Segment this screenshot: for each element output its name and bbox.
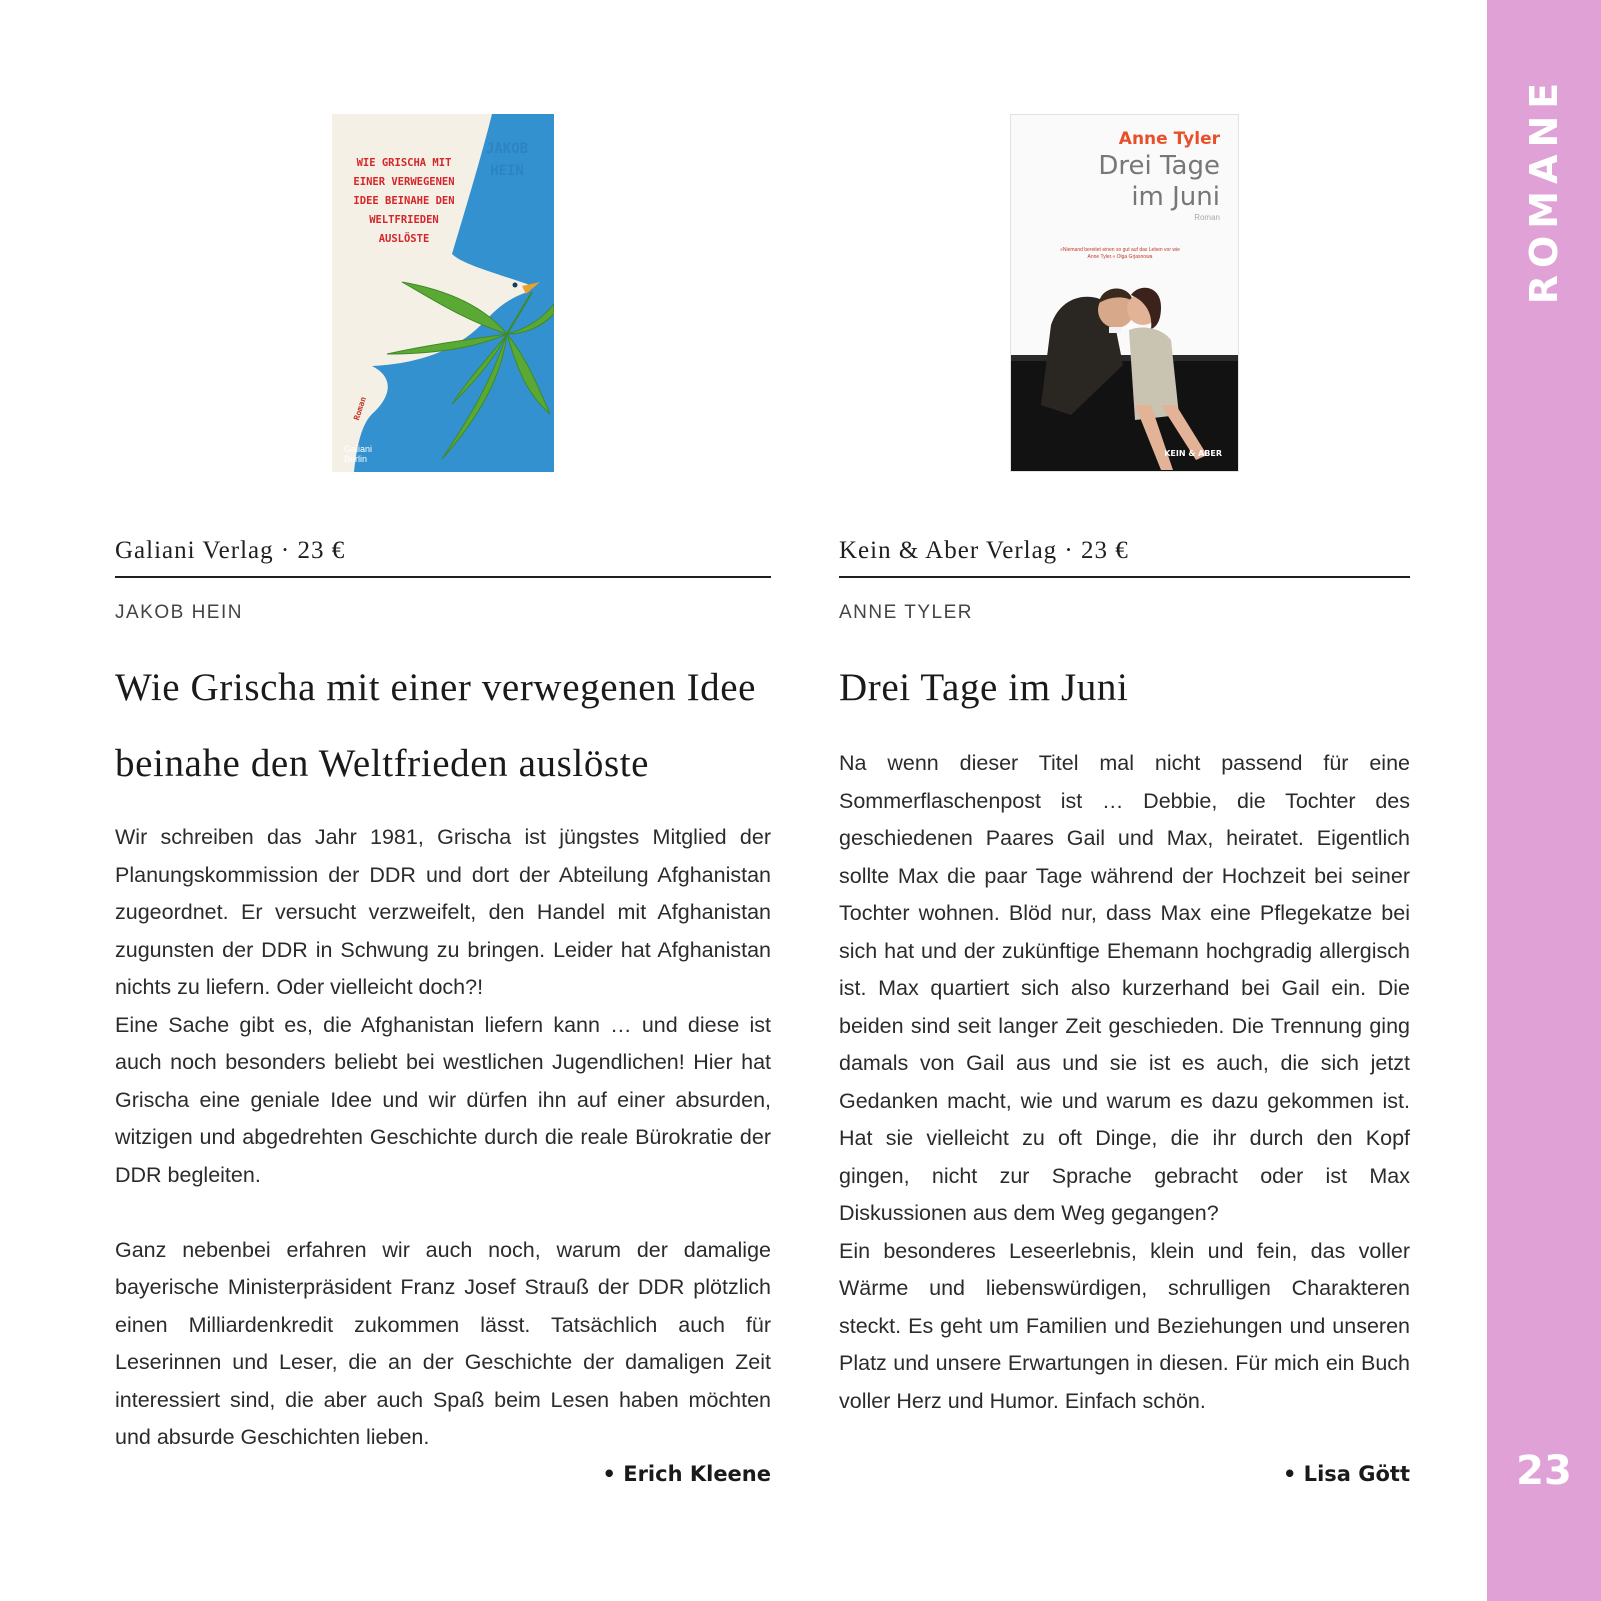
cover-publisher: Galiani Berlin — [344, 444, 373, 464]
cover-title: Drei Tage im Juni — [1098, 151, 1220, 212]
review-paragraph: Wir schreiben das Jahr 1981, Grischa ist jüngstes Mitglied der Planungskommission der DDR und dort der Abteilung Afghanistan zugeordnet. Er versucht verzweifelt, den Handel mit Afghanistan zugunsten der DDR in Schwung zu bringen. Leider hat Afghanistan nichts zu liefern. Oder vielleicht doch?! — [115, 825, 771, 999]
cover-genre: Roman — [1194, 213, 1220, 222]
book-author: JAKOB HEIN — [115, 602, 243, 623]
cover-author: Anne Tyler — [1118, 129, 1220, 149]
cover-title-text: WIE GRISCHA MIT EINER VERWEGENEN IDEE BEINAHE DEN WELTFRIEDEN AUSLÖSTE — [353, 157, 455, 245]
cover-publisher: KEIN & ABER — [1164, 449, 1222, 458]
review-paragraph: Eine Sache gibt es, die Afghanistan liefern kann … und diese ist auch noch besonders beliebt bei westlichen Jugendlichen! Hier hat Grischa eine geniale Idee und wir dürfen ihn auf einer absurden, witzigen und abgedrehten Geschichte durch die reale Bürokratie der DDR begleiten. — [115, 1012, 771, 1187]
book-title: Wie Grischa mit einer verwegenen Idee beinahe den Weltfrieden auslöste — [115, 666, 757, 785]
publisher-price: Galiani Verlag · 23 € — [115, 537, 346, 564]
book-title: Drei Tage im Juni — [839, 666, 1129, 709]
review-body — [839, 745, 1410, 1420]
review-paragraph: Ganz nebenbei erfahren wir auch noch, warum der damalige bayerische Ministerpräsident Franz Josef Strauß der DDR plötzlich einen Milliardenkredit zukommen lässt. Tatsächlich auch für Leserinnen und Leser, die an der Geschichte der damaligen Zeit interessiert sind, die aber auch Spaß beim Lesen haben möchten und absurde Geschichten lieben. — [115, 1237, 771, 1449]
divider-rule — [839, 576, 1410, 578]
review-paragraph: Ein besonderes Leseerlebnis, klein und fein, das voller Wärme und liebenswürdigen, schrulligen Charakteren steckt. Es geht um Familien und Beziehungen und unseren Platz und unsere Erwartungen in diesen. Für mich ein Buch voller Herz und Humor. Einfach schön. — [839, 1238, 1410, 1413]
cover-author: JAKOB HEIN — [485, 141, 529, 179]
section-label: ROMANE — [1522, 75, 1566, 305]
review-paragraph: Na wenn dieser Titel mal nicht passend für eine Sommerflaschenpost ist … Debbie, die Tochter des geschiedenen Paares Gail und Max, heiratet. Eigentlich sollte Max die paar Tage während der Hochzeit bei seiner Tochter wohnen. Blöd nur, dass Max eine Pflegekatze bei sich hat und der zukünftige Ehemann hochgradig allergisch ist. Max quartiert sich also kurzerhand bei Gail ein. Die beiden sind seit langer Zeit geschieden. Die Trennung ging damals von Gail aus und sie ist es auch, die sich jetzt Gedanken macht, wie und warum es dazu gekommen ist. Hat sie vielleicht zu oft Dinge, die ihr durch den Kopf gingen, nicht zur Sprache gebracht oder ist Max Diskussionen aus dem Weg gegangen? — [839, 751, 1410, 1225]
book-cover-drei-tage[interactable] — [1010, 114, 1239, 472]
review-body — [115, 819, 771, 1457]
cover-quote: »Niemand bereitet einen so gut auf das Leben vor wie Anne Tyler.« Olga Grjasnowa — [1060, 247, 1180, 260]
publisher-price: Kein & Aber Verlag · 23 € — [839, 537, 1129, 564]
book-author: ANNE TYLER — [839, 602, 973, 623]
page-number: 23 — [1516, 1448, 1572, 1494]
reviewer-name: • Erich Kleene — [602, 1462, 771, 1486]
book-cover-grischa[interactable] — [332, 114, 554, 472]
divider-rule — [115, 576, 771, 578]
cover-genre: Roman — [352, 395, 369, 422]
reviewer-name: • Lisa Gött — [1282, 1462, 1410, 1486]
